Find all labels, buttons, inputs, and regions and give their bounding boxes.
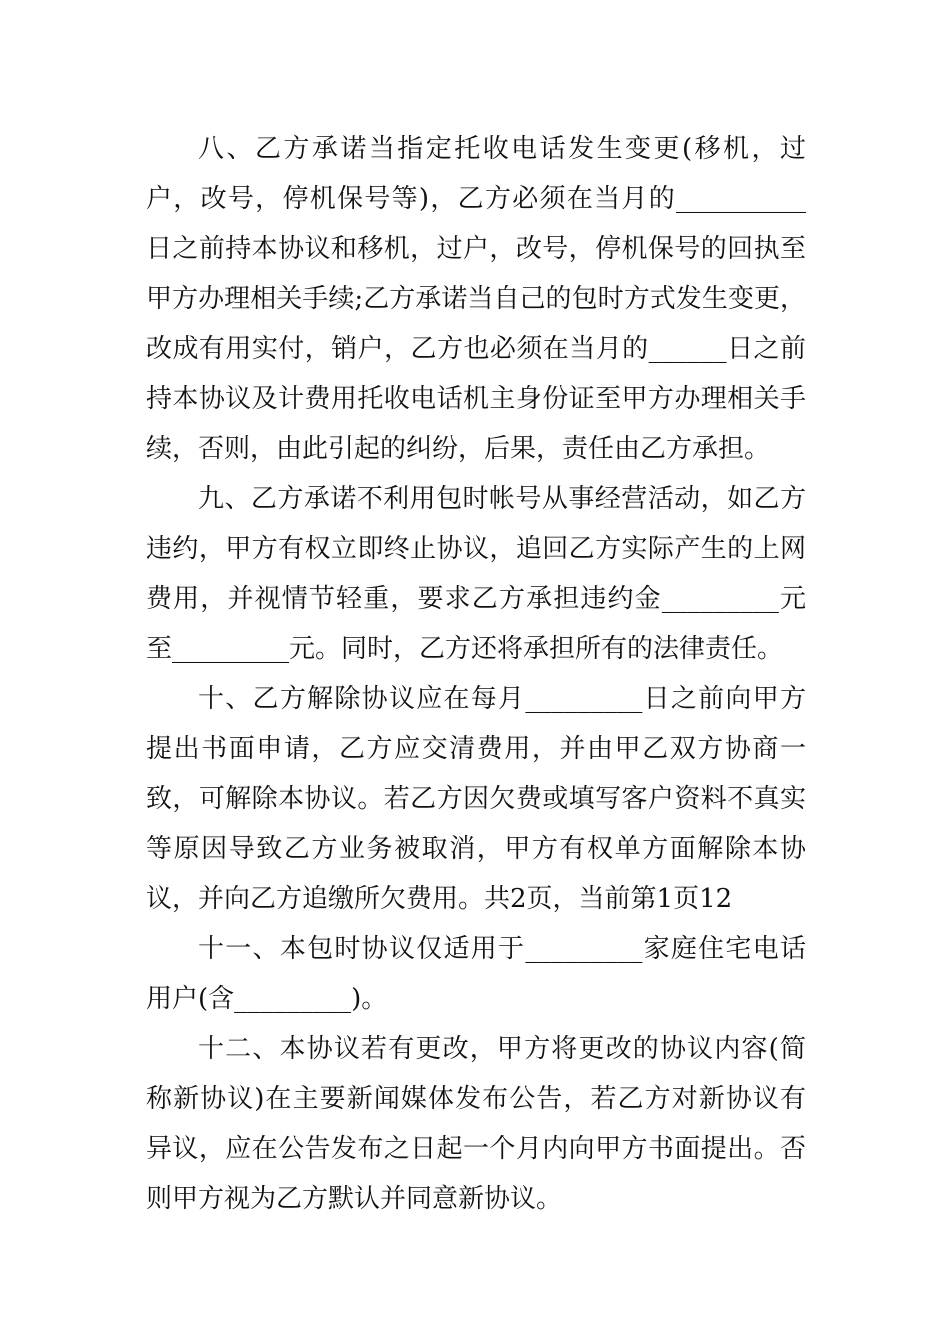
paragraph-clause-8: 八、乙方承诺当指定托收电话发生变更(移机，过户，改号，停机保号等)，乙方必须在当月的__________日之前持本协议和移机，过户，改号，停机保号的回执至甲方办理相关手续;乙方承诺当自己的包时方式发生变更，改成有用实付，销户，乙方也必须在当月的______日之前持本协议及计费用托收电话机主身份证至甲方办理相关手续，否则，由此引起的纠纷，后果，责任由乙方承担。 (146, 134, 806, 464)
paragraph-clause-12: 十二、本协议若有更改，甲方将更改的协议内容(简称新协议)在主要新闻媒体发布公告，若乙方对新协议有异议，应在公告发布之日起一个月内向甲方书面提出。否则甲方视为乙方默认并同意新协议。 (146, 1034, 806, 1214)
paragraph-clause-11: 十一、本包时协议仅适用于_________家庭住宅电话用户(含_________)。 (146, 934, 806, 1014)
paragraph-clause-10: 十、乙方解除协议应在每月_________日之前向甲方提出书面申请，乙方应交清费用，并由甲乙双方协商一致，可解除本协议。若乙方因欠费或填写客户资料不真实等原因导致乙方业务被取消，甲方有权单方面解除本协议，并向乙方追缴所欠费用。共2页，当前第1页12 (146, 684, 806, 914)
document-body (146, 124, 806, 1224)
paragraph-clause-9: 九、乙方承诺不利用包时帐号从事经营活动，如乙方违约，甲方有权立即终止协议，追回乙方实际产生的上网费用，并视情节轻重，要求乙方承担违约金_________元至_________元。同时，乙方还将承担所有的法律责任。 (146, 484, 806, 664)
